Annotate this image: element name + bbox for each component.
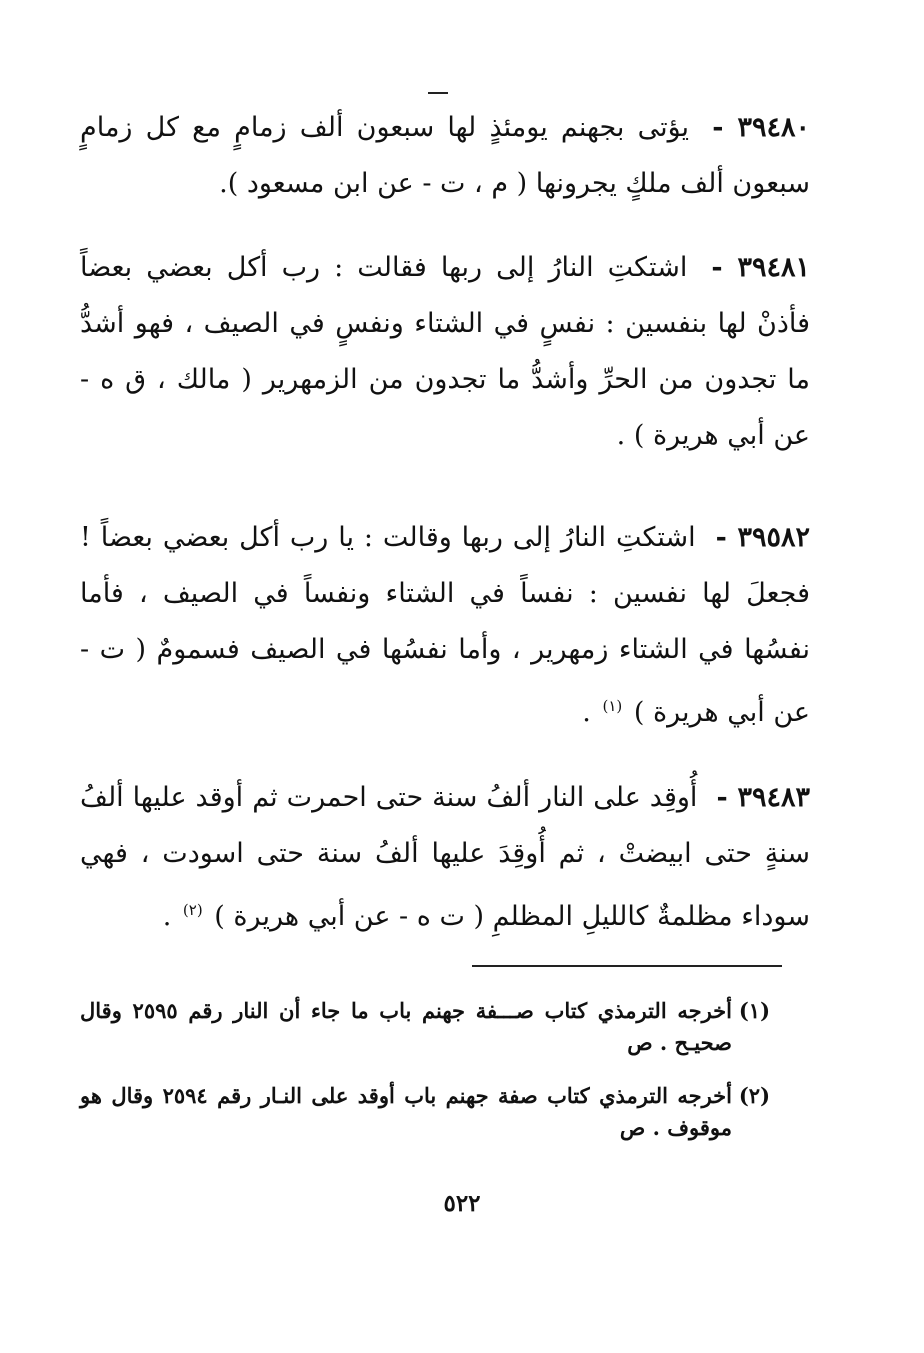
- top-mark: [428, 92, 448, 94]
- footnote-2: [80, 1080, 770, 1144]
- hadith-number: ٣٩٤٨١ -: [711, 252, 811, 283]
- footnote-marker: (٢): [738, 1083, 770, 1108]
- hadith-39480: [80, 100, 810, 212]
- hadith-39483: [80, 770, 810, 945]
- hadith-number: ٣٩٤٨٠ -: [712, 112, 810, 143]
- hadith-end: .: [162, 901, 172, 932]
- hadith-text: اشتكتِ النارُ إلى ربها وقالت : يا رب أكل بعضي بعضاً ! فجعلَ لها نفسين : نفساً في الشتاء ونفساً في الصيف ، فأما نفسُها في الشتاء زمهرير ، وأما نفسُها في الصيف فسمومٌ ( ت - عن أبي هريرة ): [80, 522, 810, 728]
- hadith-text: اشتكتِ النارُ إلى ربها فقالت : رب أكل بعضي بعضاً فأذنْ لها بنفسين : نفسٍ في الشتاء ونفسٍ في الصيف ، فهو أشدُّ ما تجدون من الحرِّ وأشدُّ ما تجدون من الزمهرير ( مالك ، ق ه - عن أبي هريرة ) .: [80, 252, 810, 451]
- footnote-ref-1: (١): [602, 697, 623, 715]
- footnote-text: أخرجه الترمذي كتاب صـــفة جهنم باب ما جاء أن النار رقم ٢٥٩٥ وقال صحيـح . ص: [80, 998, 732, 1055]
- footnote-divider: [472, 965, 782, 967]
- footnote-ref-2: (٢): [182, 901, 203, 919]
- hadith-39481: [80, 240, 810, 464]
- footnote-text: أخرجه الترمذي كتاب صفة جهنم باب أوقد على النـار رقم ٢٥٩٤ وقال هو موقوف . ص: [80, 1083, 732, 1140]
- hadith-text: يؤتى بجهنم يومئذٍ لها سبعون ألف زمامٍ مع كل زمامٍ سبعون ألف ملكٍ يجرونها ( م ، ت - عن ابن مسعود ).: [80, 112, 810, 199]
- hadith-39582: [80, 510, 810, 741]
- footnote-1: [80, 995, 770, 1059]
- footnote-marker: (١): [738, 998, 770, 1023]
- hadith-text: أُوقِد على النار ألفُ سنة حتى احمرت ثم أوقد عليها ألفُ سنةٍ حتى ابيضتْ ، ثم أُوقِدَ عليها ألفُ سنة حتى اسودت ، فهي سوداء مظلمةٌ كالليلِ المظلمِ ( ت ه - عن أبي هريرة ): [80, 782, 810, 932]
- hadith-end: .: [582, 697, 591, 728]
- hadith-number: ٣٩٥٨٢ -: [715, 522, 810, 553]
- page-number: ٥٢٢: [443, 1190, 481, 1217]
- hadith-number: ٣٩٤٨٣ -: [716, 782, 811, 813]
